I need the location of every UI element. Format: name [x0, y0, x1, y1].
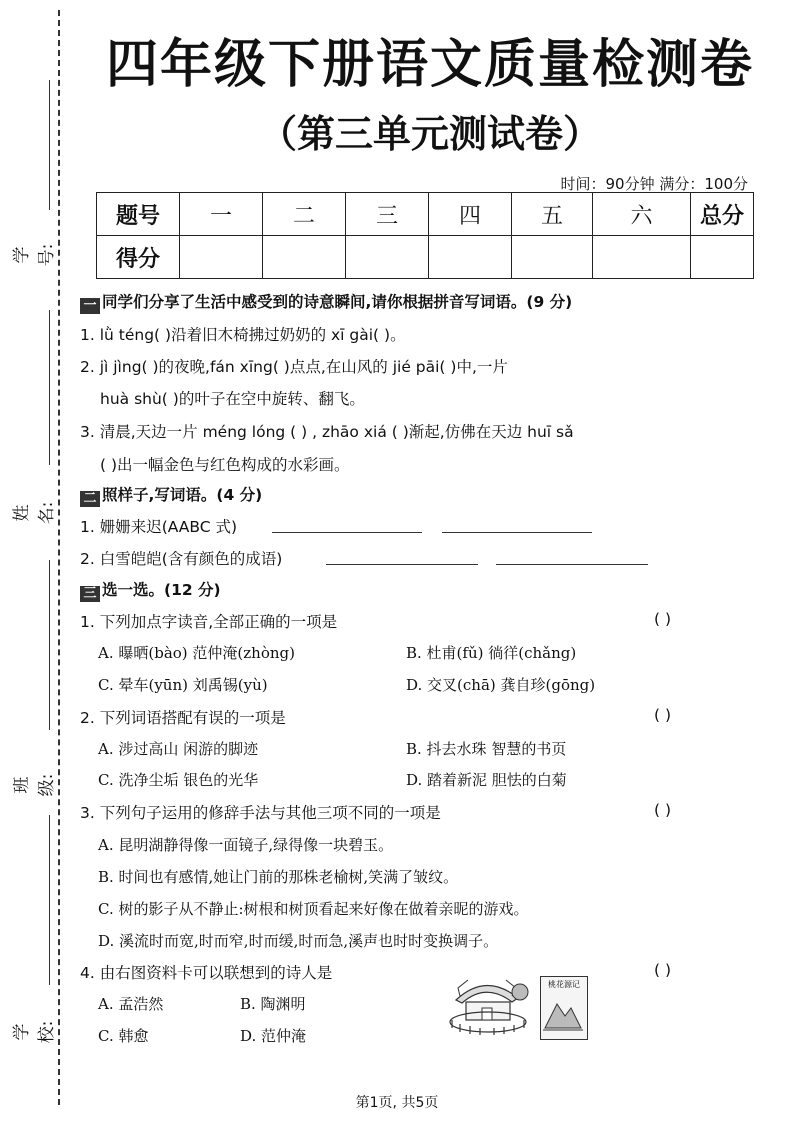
option-text: B. 抖去水珠 智慧的书页	[406, 740, 567, 758]
page-subtitle: （第三单元测试卷）	[258, 112, 601, 156]
score-table-header-row	[97, 193, 754, 236]
option-text: A. 涉过高山 闲游的脚迹	[98, 740, 259, 758]
table-cell: 一	[180, 193, 263, 236]
binding-dashed-line	[58, 10, 60, 1105]
section-number-badge: 二	[80, 491, 100, 507]
option-text: B. 时间也有感情,她让门前的那株老榆树,笑满了皱纹。	[98, 868, 459, 886]
table-cell: 二	[263, 193, 346, 236]
option-text: A. 曝晒(bào) 范仲淹(zhòng)	[98, 644, 295, 662]
option-text: C. 洗净尘垢 银色的光华	[98, 771, 259, 789]
score-input-cell[interactable]	[512, 236, 593, 279]
school-field	[12, 815, 57, 1045]
question-text: 1. lǜ téng( )沿着旧木椅拂过奶奶的 xī gài( )。	[80, 326, 406, 344]
book-title-label: 桃花源记	[548, 980, 580, 989]
question-text: 1. 下列加点字读音,全部正确的一项是	[80, 613, 338, 631]
section-title: 选一选。(12 分)	[102, 581, 221, 599]
time-info: 时间：90分钟 满分：100分	[560, 175, 748, 193]
class-label: 班级:	[12, 773, 57, 797]
table-cell: 总分	[691, 193, 754, 236]
score-input-cell[interactable]	[593, 236, 691, 279]
score-input-cell[interactable]	[180, 236, 263, 279]
book-card-illustration	[540, 976, 588, 1040]
table-cell: 得分	[97, 236, 180, 279]
option-text: D. 踏着新泥 胆怯的白菊	[406, 771, 567, 789]
page-footer: 第1页, 共5页	[355, 1095, 439, 1111]
question-text: 2. 白雪皑皑(含有颜色的成语)	[80, 550, 283, 568]
school-line[interactable]	[49, 815, 50, 985]
option-text: A. 昆明湖静得像一面镜子,绿得像一块碧玉。	[98, 836, 394, 854]
student-id-label: 学号:	[12, 243, 57, 267]
student-id-field	[12, 80, 57, 267]
mountain-icon	[541, 990, 585, 1034]
section-title: 同学们分享了生活中感受到的诗意瞬间,请你根据拼音写词语。(9 分)	[102, 293, 573, 311]
question-text: 3. 清晨,天边一片 méng lóng ( ) , zhāo xiá ( )渐起,仿佛在天边 huī sǎ	[80, 423, 574, 441]
question-text: 2. 下列词语搭配有误的一项是	[80, 709, 286, 727]
answer-blank[interactable]	[272, 532, 422, 533]
class-line[interactable]	[49, 560, 50, 730]
score-input-cell[interactable]	[263, 236, 346, 279]
table-cell: 三	[346, 193, 429, 236]
answer-parenthesis[interactable]: ( )	[654, 801, 672, 819]
table-cell: 四	[429, 193, 512, 236]
answer-blank[interactable]	[326, 564, 478, 565]
score-table-score-row	[97, 236, 754, 279]
thatched-hut-illustration	[446, 970, 530, 1036]
table-cell: 题号	[97, 193, 180, 236]
question-text: huà shù( )的叶子在空中旋转、翻飞。	[100, 390, 365, 408]
section-number-badge: 一	[80, 298, 100, 314]
option-text: B. 杜甫(fǔ) 徜徉(chǎng)	[406, 644, 577, 662]
question-text: 2. jì jìng( )的夜晚,fán xīng( )点点,在山风的 jié pāi( )中,一片	[80, 358, 508, 376]
section-2-heading	[80, 483, 262, 507]
name-field	[12, 310, 57, 525]
option-text: D. 溪流时而宽,时而窄,时而缓,时而急,溪声也时时变换调子。	[98, 932, 499, 950]
question-text: 1. 姗姗来迟(AABC 式)	[80, 518, 238, 536]
score-table	[96, 192, 754, 279]
question-text: 4. 由右图资料卡可以联想到的诗人是	[80, 964, 333, 982]
option-text: D. 范仲淹	[240, 1027, 307, 1045]
page-title: 四年级下册语文质量检测卷	[105, 35, 754, 95]
answer-parenthesis[interactable]: ( )	[654, 610, 672, 628]
answer-blank[interactable]	[496, 564, 648, 565]
option-text: D. 交叉(chā) 龚自珍(gōng)	[406, 676, 596, 694]
question-text: ( )出一幅金色与红色构成的水彩画。	[100, 456, 350, 474]
option-text: C. 晕车(yūn) 刘禹锡(yù)	[98, 676, 268, 694]
table-cell: 五	[512, 193, 593, 236]
option-text: C. 树的影子从不静止:树根和树顶看起来好像在做着亲昵的游戏。	[98, 900, 529, 918]
section-title: 照样子,写词语。(4 分)	[102, 486, 263, 504]
question-text: 3. 下列句子运用的修辞手法与其他三项不同的一项是	[80, 804, 441, 822]
option-text: C. 韩愈	[98, 1027, 149, 1045]
answer-blank[interactable]	[442, 532, 592, 533]
name-label: 姓名:	[12, 501, 57, 525]
table-cell: 六	[593, 193, 691, 236]
score-input-cell[interactable]	[691, 236, 754, 279]
section-number-badge: 三	[80, 586, 100, 602]
school-label: 学校:	[12, 1020, 57, 1044]
student-id-line[interactable]	[49, 80, 50, 210]
section-3-heading	[80, 578, 221, 602]
score-input-cell[interactable]	[429, 236, 512, 279]
name-line[interactable]	[49, 310, 50, 465]
option-text: A. 孟浩然	[98, 995, 164, 1013]
class-field	[12, 560, 57, 797]
section-1-heading	[80, 290, 572, 314]
option-text: B. 陶渊明	[240, 995, 306, 1013]
answer-parenthesis[interactable]: ( )	[654, 706, 672, 724]
answer-parenthesis[interactable]: ( )	[654, 961, 672, 979]
score-input-cell[interactable]	[346, 236, 429, 279]
